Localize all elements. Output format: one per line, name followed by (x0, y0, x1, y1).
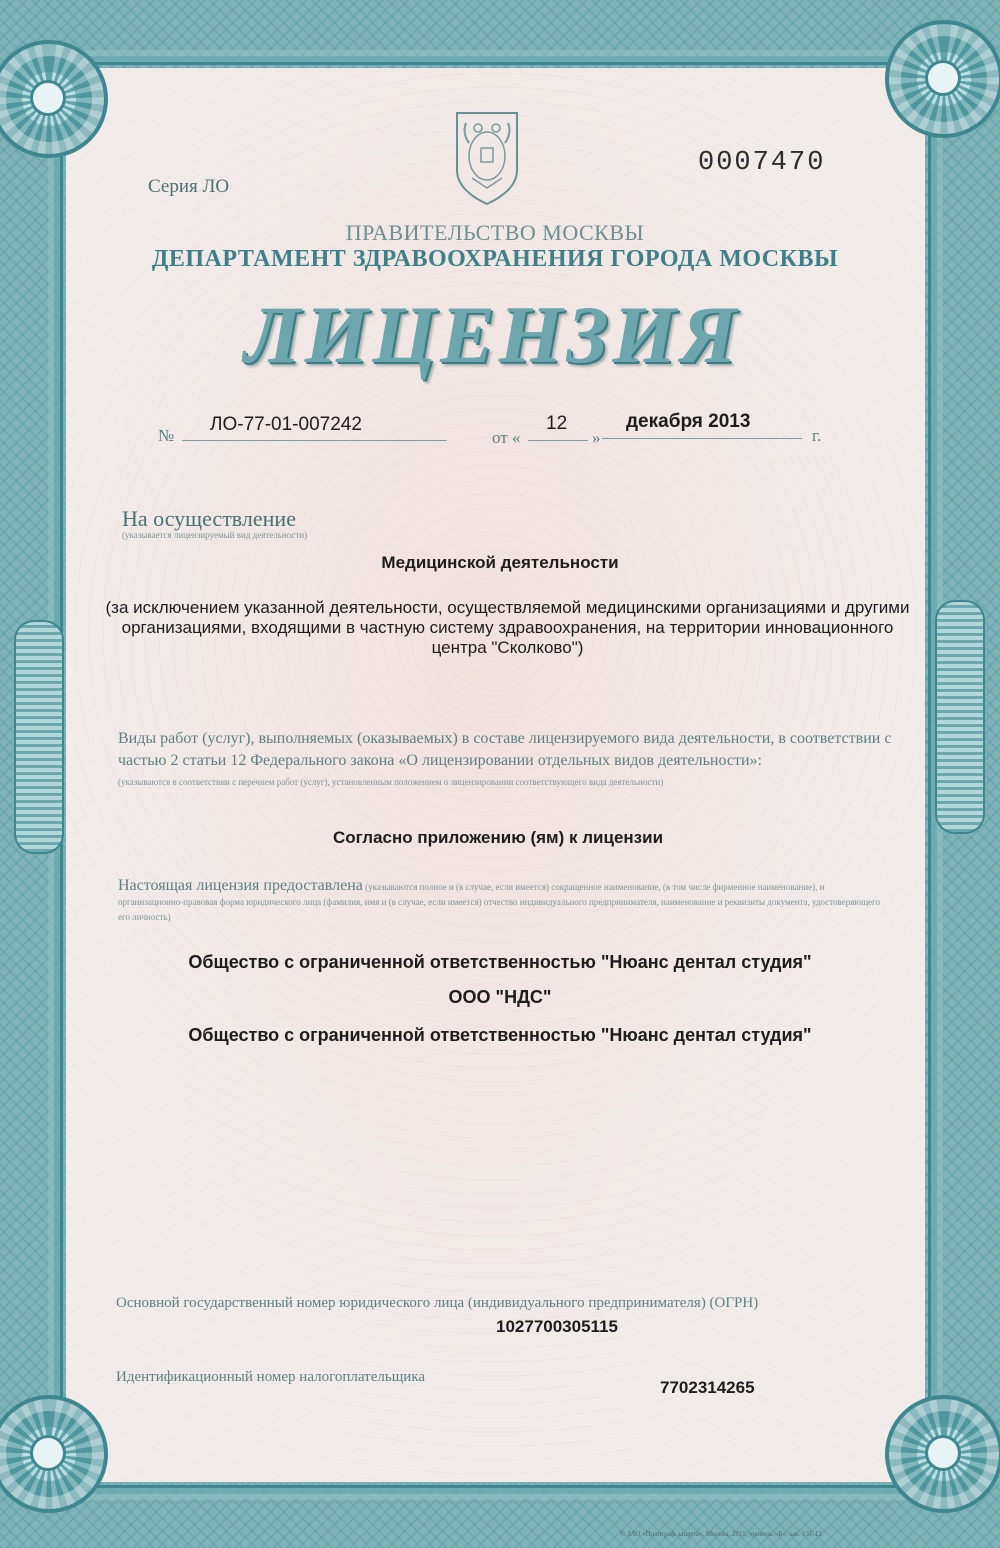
corner-rosette-top-right (885, 20, 1000, 138)
licensee-full-name: Общество с ограниченной ответственностью "Нюанс дентал студия" (188, 952, 812, 972)
licensee-brand-name: Общество с ограниченной ответственностью "Нюанс дентал студия" (188, 1025, 812, 1045)
licensee-label-hint: (указываются полное и (в случае, если имеется) сокращенное наименование, (в том числе фирменное наименование), и организационно-правовая форма юридического лица (фамилия, имя и (в случае, если имеется) отчество индивидуального предпринимателя, наименование и реквизиты документа, удостоверяющего его личность) (118, 882, 880, 922)
activity-note: (за исключением указанной деятельности, осуществляемой медицинскими организациями и другими организациями, входящими в частную систему здравоохранения, на территории инновационного центра "Сколково") (105, 598, 910, 657)
side-ornament-left (14, 620, 64, 854)
license-number: ЛО-77-01-007242 (210, 414, 362, 435)
paper-background (66, 68, 925, 1482)
purpose-label: На осуществление (122, 506, 296, 531)
ogrn-label: Основной государственный номер юридического лица (индивидуального предпринимателя) (ОГРН) (116, 1295, 759, 1311)
department-heading: ДЕПАРТАМЕНТ ЗДРАВООХРАНЕНИЯ ГОРОДА МОСКВЫ (151, 246, 839, 272)
license-month-year: декабря 2013 (626, 411, 751, 432)
corner-rosette-bottom-right (885, 1395, 1000, 1513)
government-heading: ПРАВИТЕЛЬСТВО МОСКВЫ (345, 220, 645, 245)
licensee-label-lead: Настоящая лицензия предоставлена (118, 877, 363, 894)
series-label: Серия ЛО (148, 176, 230, 197)
number-underline (182, 440, 447, 441)
ogrn-value: 1027700305115 (496, 1317, 618, 1336)
number-label: № (158, 426, 175, 445)
coat-of-arms-icon (452, 108, 522, 208)
serial-number: 0007470 (698, 148, 826, 178)
licensee-short-name: ООО "НДС" (448, 987, 552, 1007)
works-label: Виды работ (услуг), выполняемых (оказываемых) в составе лицензируемого вида деятельности, в соответствии с частью 2 статьи 12 Федерального закона «О лицензировании отдельных видов деятельности»: (118, 730, 892, 769)
day-close-quote: » (592, 428, 601, 447)
works-hint: (указываются в соответствии с перечнем работ (услуг), установленным положением о лицензировании соответствующего вида деятельности) (118, 777, 664, 787)
works-value: Согласно приложению (ям) к лицензии (332, 828, 664, 847)
side-ornament-right (935, 600, 985, 834)
inn-label: Идентификационный номер налогоплательщика (116, 1369, 426, 1385)
printer-note: © ЗАО «Полиграф-защита», Москва, 2011, уровень «Б», зак. 131-12 (620, 1530, 822, 1538)
month-underline (602, 438, 802, 439)
purpose-hint: (указывается лицензируемый вид деятельности) (122, 530, 308, 540)
corner-rosette-bottom-left (0, 1395, 108, 1513)
licensed-activity: Медицинской деятельности (381, 553, 619, 572)
document-title: ЛИЦЕНЗИЯ (244, 289, 741, 380)
date-from-label: от « (492, 428, 521, 447)
inn-value: 7702314265 (660, 1378, 755, 1397)
license-day: 12 (546, 413, 568, 434)
day-underline (528, 440, 588, 441)
year-suffix: г. (812, 426, 822, 445)
licensee-label (118, 878, 888, 925)
